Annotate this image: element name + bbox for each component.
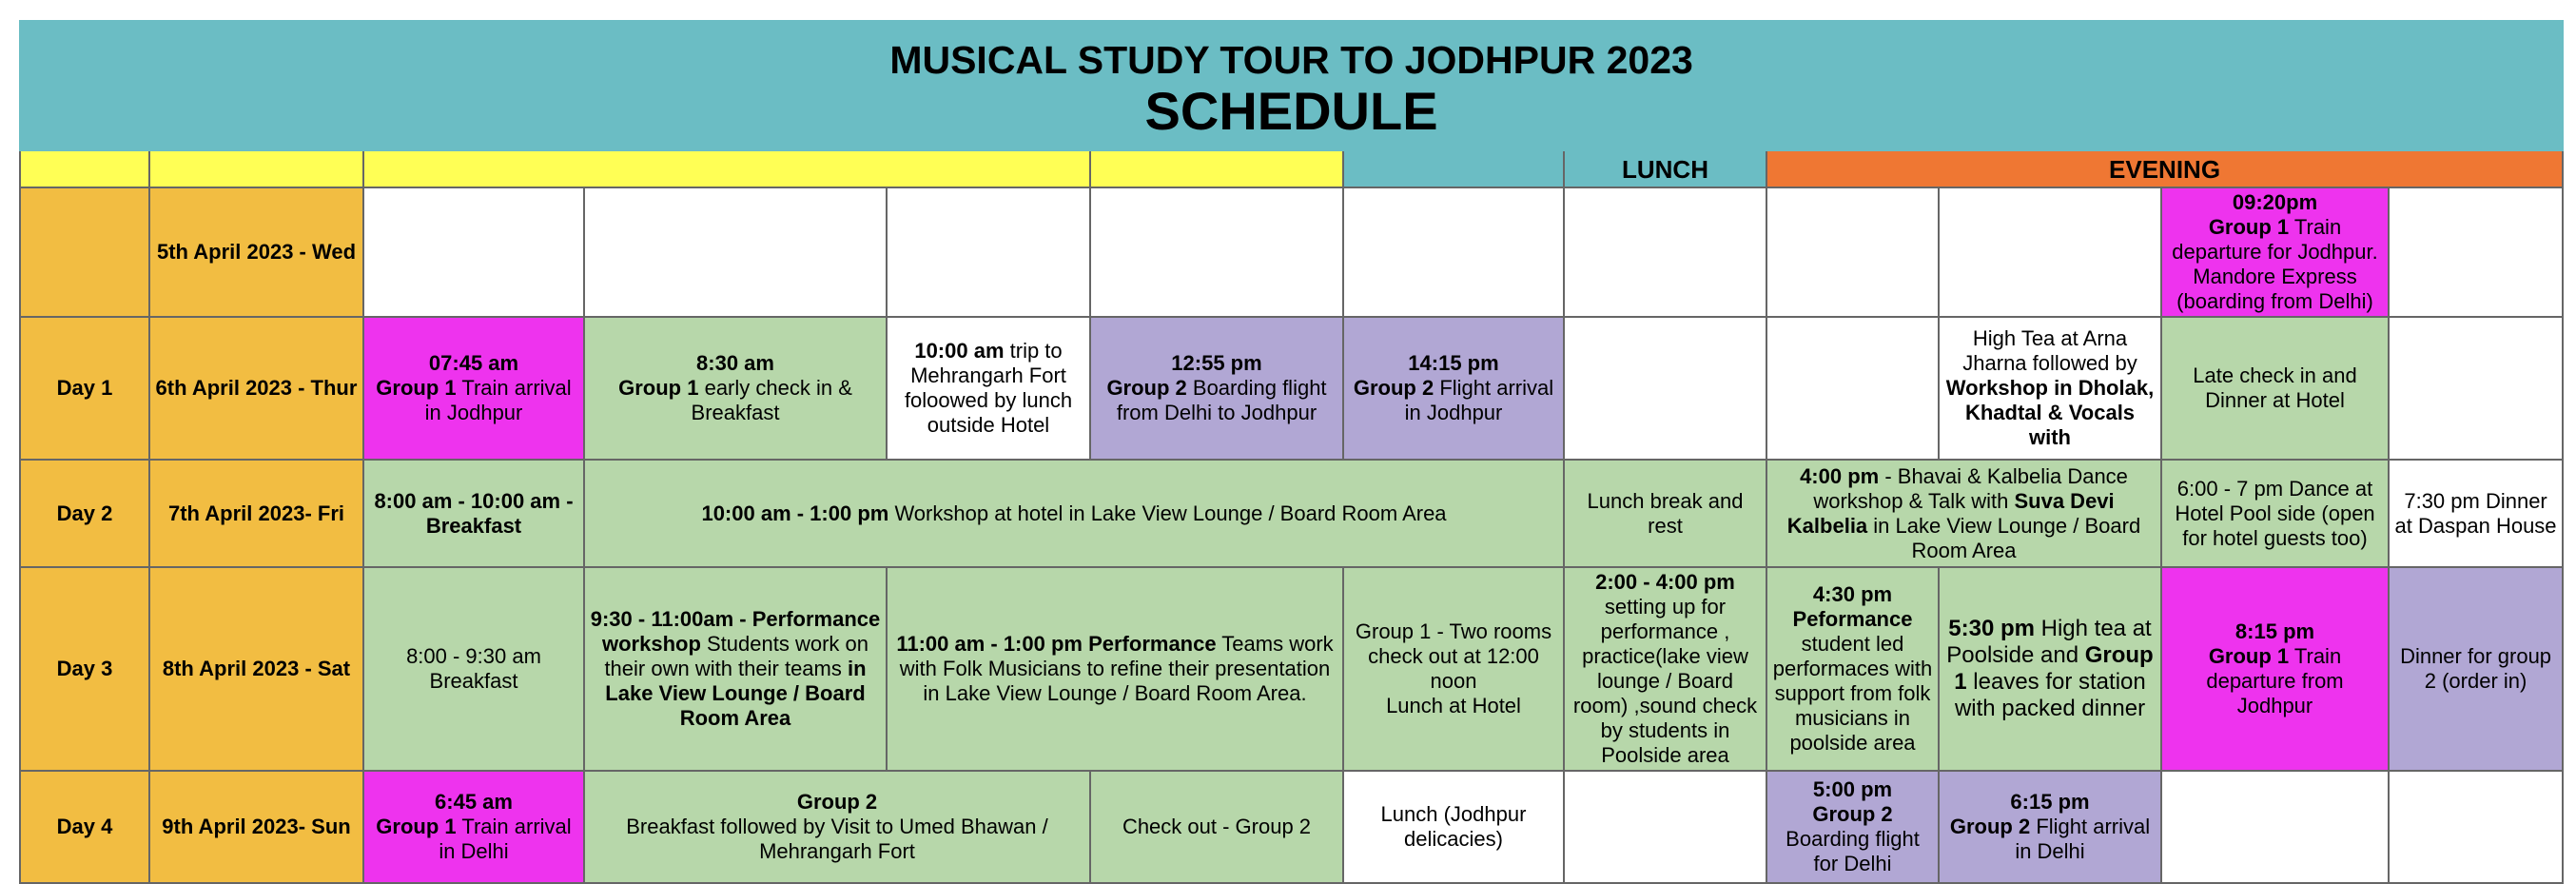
event-time: 10:00 am: [914, 339, 1005, 363]
event-time: 6:15 pm: [2010, 790, 2090, 814]
date-cell: 7th April 2023- Fri: [149, 460, 363, 567]
event-text: Train arrival in Delhi: [439, 815, 572, 863]
schedule-table: [19, 20, 2564, 884]
schedule-cell: [363, 460, 584, 567]
date-cell: 8th April 2023 - Sat: [149, 567, 363, 771]
event-text: setting up for performance , practice(lake view lounge / Board room) ,sound check by students in Poolside area: [1572, 595, 1758, 767]
event-time: 10:00 am - 1:00 pm: [701, 501, 889, 525]
event-text: High Tea at Arna Jharna followed by: [1962, 326, 2137, 375]
header-cell: [20, 150, 149, 187]
schedule-cell: [2389, 187, 2563, 317]
event-time: 4:30 pm Peformance: [1792, 582, 1913, 631]
date-cell: 6th April 2023 - Thur: [149, 317, 363, 460]
header-morning: [363, 150, 1090, 187]
event-text: Train departure for Jodhpur. Mandore Express (boarding from Delhi): [2172, 215, 2378, 313]
schedule-cell: [363, 317, 584, 460]
event-text: Group 1 - Two rooms check out at 12:00 noon: [1355, 619, 1552, 693]
schedule-cell: Lunch (Jodhpur delicacies): [1343, 771, 1564, 883]
day-label: [20, 187, 149, 317]
event-time: 11:00 am - 1:00 pm Performance: [896, 632, 1217, 656]
event-text: Train departure from Jodhpur: [2206, 644, 2344, 717]
schedule-cell: Dinner for group 2 (order in): [2389, 567, 2563, 771]
title-banner: [20, 21, 2563, 150]
schedule-cell: [1766, 771, 1939, 883]
schedule-cell: [1766, 187, 1939, 317]
header-cell: [1090, 150, 1343, 187]
schedule-cell: 6:00 - 7 pm Dance at Hotel Pool side (open for hotel guests too): [2161, 460, 2389, 567]
schedule-cell: [2161, 771, 2389, 883]
event-text: Workshop at hotel in Lake View Lounge / Board Room Area: [888, 501, 1447, 525]
event-group: Group 1: [2208, 215, 2290, 239]
schedule-cell: [2161, 567, 2389, 771]
event-highlight: in Lake View Lounge / Board Room Area: [605, 657, 867, 730]
schedule-cell: [887, 187, 1090, 317]
day-label: Day 1: [20, 317, 149, 460]
table-row: [20, 771, 2563, 883]
schedule-cell: [887, 317, 1090, 460]
event-text: Students work on their own with their teams: [604, 632, 868, 680]
table-row: [20, 460, 2563, 567]
schedule-cell: [1343, 567, 1564, 771]
event-group: Group 2: [1949, 815, 2031, 838]
event-text: leaves for station with packed dinner: [1954, 669, 2146, 721]
event-group: Group 1: [1954, 642, 2154, 695]
schedule-cell: [584, 567, 887, 771]
schedule-cell: [1090, 187, 1343, 317]
schedule-cell: [1766, 317, 1939, 460]
schedule-cell: Check out - Group 2: [1090, 771, 1343, 883]
event-text: Lunch at Hotel: [1386, 694, 1521, 717]
event-text: Breakfast followed by Visit to Umed Bhawan / Mehrangarh Fort: [626, 815, 1048, 863]
schedule-cell: [584, 187, 887, 317]
header-lunch: LUNCH: [1564, 150, 1766, 187]
schedule-cell: [1939, 317, 2161, 460]
schedule-cell: [1343, 187, 1564, 317]
event-time: 07:45 am: [428, 351, 519, 375]
schedule-cell: [1564, 567, 1766, 771]
schedule-cell: [1939, 187, 2161, 317]
schedule-cell: [1564, 771, 1766, 883]
event-text: High tea at Poolside and: [1946, 616, 2152, 668]
tour-title: MUSICAL STUDY TOUR TO JODHPUR 2023: [889, 38, 1693, 82]
event-text: 8:00 am - 10:00 am - Breakfast: [374, 488, 574, 538]
event-time: 09:20pm: [2232, 190, 2318, 214]
schedule-cell: Late check in and Dinner at Hotel: [2161, 317, 2389, 460]
event-group: Group 1: [376, 376, 457, 400]
event-text: Flight arrival in Delhi: [2015, 815, 2151, 863]
event-text: trip to Mehrangarh Fort foloowed by lunch outside Hotel: [904, 339, 1073, 437]
table-row: [20, 317, 2563, 460]
date-cell: 9th April 2023- Sun: [149, 771, 363, 883]
schedule-cell: [2161, 187, 2389, 317]
schedule-cell: [1090, 317, 1343, 460]
schedule-cell: 7:30 pm Dinner at Daspan House: [2389, 460, 2563, 567]
schedule-cell: [363, 771, 584, 883]
schedule-cell: [1564, 317, 1766, 460]
event-text: Train arrival in Jodhpur: [424, 376, 572, 424]
event-time: 4:00 pm: [1800, 463, 1880, 488]
event-time: 9:30 - 11:00am - Performance workshop: [590, 607, 881, 656]
event-text: Boarding flight for Delhi: [1786, 827, 1920, 875]
schedule-cell: [1766, 460, 2161, 567]
day-label: Day 4: [20, 771, 149, 883]
schedule-sheet: [19, 20, 2564, 884]
event-text: student led performaces with support from folk musicians in poolside area: [1772, 632, 1933, 755]
event-group: Group 2: [1106, 376, 1187, 400]
table-row: [20, 567, 2563, 771]
schedule-cell: [1939, 771, 2161, 883]
event-time: 5:00 pm: [1812, 777, 1893, 801]
event-time: 14:15 pm: [1408, 351, 1499, 375]
event-highlight: Workshop in Dholak, Khadtal & Vocals with: [1945, 376, 2155, 449]
event-text: early check in & Breakfast: [691, 376, 852, 424]
event-text: Teams work with Folk Musicians to refine their presentation in Lake View Lounge / Board Room Area.: [899, 632, 1334, 705]
event-highlight: Suva Devi Kalbelia: [1786, 488, 2115, 538]
day-label: Day 3: [20, 567, 149, 771]
event-group: Group 2: [796, 790, 878, 814]
schedule-cell: [1343, 317, 1564, 460]
schedule-title: SCHEDULE: [1144, 81, 1438, 141]
schedule-cell: [887, 567, 1343, 771]
day-label: Day 2: [20, 460, 149, 567]
schedule-cell: [1766, 567, 1939, 771]
schedule-cell: [584, 317, 887, 460]
event-text: - Bhavai & Kalbelia Dance workshop & Talk with: [1813, 463, 2128, 513]
header-afternoon: [1343, 150, 1564, 187]
schedule-cell: [363, 187, 584, 317]
schedule-cell: [2389, 771, 2563, 883]
schedule-cell: [584, 771, 1090, 883]
schedule-cell: Lunch break and rest: [1564, 460, 1766, 567]
event-text: Flight arrival in Jodhpur: [1404, 376, 1554, 424]
event-time: 2:00 - 4:00 pm: [1595, 570, 1735, 594]
header-cell: [149, 150, 363, 187]
event-time: 6:45 am: [435, 790, 513, 814]
event-time: 5:30 pm: [1948, 616, 2035, 641]
event-group: Group 2: [1812, 802, 1893, 826]
event-text: Boarding flight from Delhi to Jodhpur: [1116, 376, 1327, 424]
schedule-cell: [584, 460, 1564, 567]
event-time: 8:30 am: [696, 351, 774, 375]
event-text: in Lake View Lounge / Board Room Area: [1867, 513, 2141, 562]
event-group: Group 1: [376, 815, 457, 838]
table-row: [20, 187, 2563, 317]
date-cell: 5th April 2023 - Wed: [149, 187, 363, 317]
schedule-cell: [2389, 317, 2563, 460]
event-group: Group 2: [1353, 376, 1434, 400]
schedule-cell: [1564, 187, 1766, 317]
event-group: Group 1: [2208, 644, 2290, 668]
header-evening: EVENING: [1766, 150, 2563, 187]
schedule-cell: 8:00 - 9:30 am Breakfast: [363, 567, 584, 771]
schedule-cell: [1939, 567, 2161, 771]
event-time: 12:55 pm: [1171, 351, 1262, 375]
event-group: Group 1: [618, 376, 699, 400]
event-time: 8:15 pm: [2234, 619, 2315, 643]
